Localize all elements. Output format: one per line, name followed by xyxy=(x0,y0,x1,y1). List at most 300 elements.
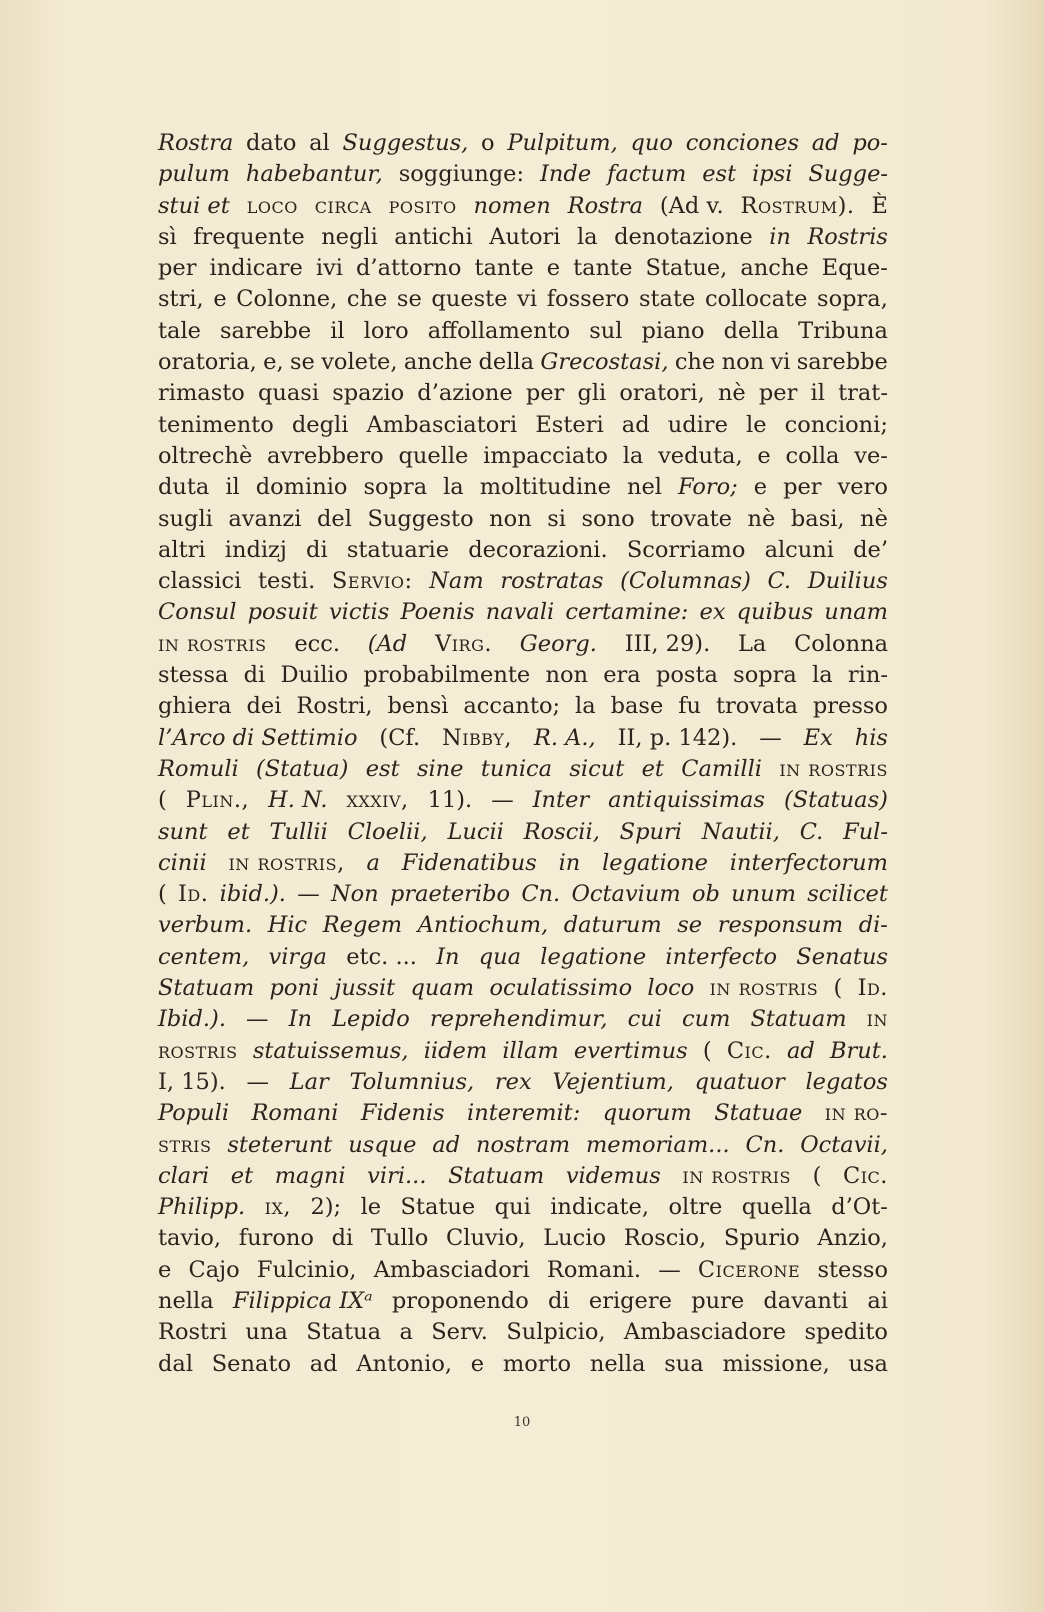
text-segment: Sulpicio, xyxy=(506,1319,606,1346)
text-segment: (Statua) xyxy=(256,755,349,782)
text-segment: Ex xyxy=(803,724,833,751)
text-segment: tenimento xyxy=(158,411,274,438)
text-segment: virga xyxy=(268,943,327,970)
text-segment: habebantur, xyxy=(245,161,383,188)
text-segment: reprehendimur, xyxy=(429,1006,608,1033)
text-segment: Scorriamo xyxy=(626,536,746,563)
text-segment: di xyxy=(306,536,328,563)
text-line xyxy=(158,1349,888,1380)
text-segment: unum xyxy=(731,881,796,908)
text-line xyxy=(158,629,888,660)
text-line xyxy=(158,1317,888,1348)
text-segment: (Cf. xyxy=(379,724,421,751)
text-segment: ghiera xyxy=(158,693,232,720)
text-segment: Cluvio, xyxy=(446,1225,526,1252)
text-segment: ( xyxy=(702,1037,712,1064)
text-segment: Rostri xyxy=(158,1319,228,1346)
text-segment: rimasto xyxy=(158,380,245,407)
text-segment: Id. xyxy=(178,881,209,908)
text-segment: ( xyxy=(158,881,167,908)
text-segment: duta xyxy=(158,474,210,501)
text-segment: I, 15). xyxy=(158,1068,226,1095)
text-segment: non xyxy=(721,349,765,376)
text-segment: in xyxy=(769,223,791,250)
text-segment: Ibid.). xyxy=(158,1006,226,1033)
text-line xyxy=(158,253,888,284)
text-segment: Ful- xyxy=(843,818,888,845)
text-segment: quatuor xyxy=(694,1068,785,1095)
text-segment: una xyxy=(245,1319,288,1346)
text-line xyxy=(158,410,888,441)
text-line xyxy=(158,441,888,472)
text-segment: d’Ot- xyxy=(831,1194,888,1221)
text-segment: Cicerone xyxy=(697,1256,801,1283)
text-line xyxy=(158,785,888,816)
text-segment: etc. ... xyxy=(346,943,417,970)
text-segment: accanto; xyxy=(463,693,561,720)
text-segment: Rostrum). xyxy=(740,192,855,219)
text-segment: daturum xyxy=(563,912,662,939)
text-segment: Suggestus, xyxy=(342,130,469,156)
text-segment: oratoria, xyxy=(158,349,257,376)
text-line xyxy=(158,1067,888,1098)
text-line xyxy=(158,347,888,378)
text-segment: l’Arco di Settimio xyxy=(158,724,358,751)
text-segment: Grecostasi, xyxy=(540,349,669,376)
text-segment: Duilius xyxy=(807,568,888,595)
text-line xyxy=(158,1036,888,1067)
text-segment: qui xyxy=(494,1194,531,1221)
page-number: 10 xyxy=(513,1415,531,1430)
text-segment: la xyxy=(443,474,464,501)
text-segment: ad xyxy=(621,411,650,438)
text-line xyxy=(158,535,888,566)
text-segment: Statue xyxy=(400,1194,476,1221)
text-segment: se xyxy=(396,286,422,313)
text-segment: anche xyxy=(740,255,809,282)
text-segment: Brut. xyxy=(829,1037,888,1064)
text-segment: interfecto xyxy=(665,943,778,970)
text-segment: rostratas xyxy=(500,568,604,595)
text-segment: Consul xyxy=(158,599,237,626)
text-segment: nostram xyxy=(475,1131,571,1158)
text-segment: il xyxy=(330,317,345,344)
text-segment: sarebbe xyxy=(796,349,888,376)
text-segment: La xyxy=(737,630,767,657)
text-segment: Nibby, xyxy=(442,724,512,751)
text-segment: le xyxy=(746,411,767,438)
text-segment: posuit xyxy=(247,599,318,626)
text-segment: quibus xyxy=(736,599,814,626)
text-segment: Rostris xyxy=(807,223,888,250)
text-segment: Tolumnius, xyxy=(349,1068,475,1095)
text-segment: sono xyxy=(581,505,635,532)
text-segment: in rostris xyxy=(158,630,267,657)
text-segment: Duilio xyxy=(280,662,349,689)
text-segment: udire xyxy=(667,411,728,438)
text-segment: (Ad xyxy=(367,630,408,657)
text-segment: di- xyxy=(858,912,888,939)
text-segment: stesso xyxy=(817,1256,888,1283)
text-segment: o xyxy=(481,130,495,156)
text-segment: Ambasciatori xyxy=(366,411,518,438)
text-segment: che xyxy=(674,349,716,376)
text-segment: fu xyxy=(678,693,702,720)
text-segment: era xyxy=(603,662,641,689)
text-segment: Romani. xyxy=(546,1256,641,1283)
text-segment: tante xyxy=(573,255,633,282)
text-segment: ( xyxy=(833,975,843,1002)
text-segment: In xyxy=(288,1006,312,1033)
text-segment: circa xyxy=(314,192,372,219)
text-line xyxy=(158,284,888,315)
text-segment: certamine: xyxy=(565,599,689,626)
text-segment: quella xyxy=(741,1194,812,1221)
text-segment: ob xyxy=(691,881,720,908)
text-segment: antiquissimas xyxy=(608,787,765,814)
text-segment: spedito xyxy=(804,1319,888,1346)
text-segment: spazio xyxy=(332,380,405,407)
text-segment: viri... xyxy=(367,1162,427,1189)
text-segment: oculatissimo xyxy=(489,975,633,1002)
text-segment: — xyxy=(759,724,782,751)
text-segment: in rostris xyxy=(682,1162,792,1189)
text-segment: oltrechè xyxy=(158,442,253,469)
text-segment: Romani xyxy=(251,1100,339,1127)
text-segment: Spurio xyxy=(723,1225,800,1252)
text-segment: nè xyxy=(717,380,746,407)
text-segment: queste xyxy=(431,286,508,313)
text-segment: e xyxy=(757,442,771,469)
text-line xyxy=(158,1223,888,1254)
text-segment: et xyxy=(641,755,664,782)
text-segment: a xyxy=(399,1319,413,1346)
text-segment: al xyxy=(309,130,330,156)
text-segment: le xyxy=(360,1194,382,1221)
text-segment: a xyxy=(366,849,380,876)
text-segment: (Ad v. xyxy=(659,192,724,219)
text-line xyxy=(158,159,888,190)
text-segment: quam xyxy=(410,975,475,1002)
text-segment: decorazioni. xyxy=(468,536,608,563)
text-segment: Statua xyxy=(306,1319,382,1346)
text-segment: Tullii xyxy=(269,818,328,845)
text-segment: loro xyxy=(363,317,409,344)
text-segment: frequente xyxy=(193,223,305,250)
text-segment: sarebbe xyxy=(220,317,312,344)
text-segment: Fulcinio, xyxy=(256,1256,357,1283)
text-segment: (Statuas) xyxy=(783,787,888,814)
text-segment: illam xyxy=(502,1037,559,1064)
text-segment: scilicet xyxy=(807,881,888,908)
text-segment: Antonio, xyxy=(356,1350,453,1377)
text-segment: Autori xyxy=(489,223,561,250)
text-segment: e xyxy=(546,255,561,282)
text-segment: si xyxy=(547,505,566,532)
text-segment: gli xyxy=(577,380,607,407)
text-line xyxy=(158,754,888,785)
text-segment: navali xyxy=(485,599,555,626)
text-segment: state xyxy=(638,286,696,313)
text-segment: Ambasciadore xyxy=(623,1319,787,1346)
text-line xyxy=(158,910,888,941)
text-segment: jussit xyxy=(334,975,396,1002)
text-segment: ix, xyxy=(264,1194,291,1221)
text-segment: vero xyxy=(837,474,888,501)
text-segment: fossero xyxy=(546,286,630,313)
text-segment: Non xyxy=(330,881,379,908)
text-segment: — xyxy=(491,787,514,814)
text-segment: Vejentium, xyxy=(552,1068,674,1095)
text-segment: III, 29). xyxy=(624,630,711,657)
text-segment: Tribuna xyxy=(798,317,888,344)
text-segment: Statuam xyxy=(158,975,255,1002)
text-line xyxy=(158,1192,888,1223)
text-segment: per xyxy=(158,255,197,282)
text-segment: e, xyxy=(263,349,284,376)
text-segment: Octavii, xyxy=(800,1131,888,1158)
text-segment: impacciato xyxy=(483,442,608,469)
text-line xyxy=(158,222,888,253)
text-segment: Senato xyxy=(211,1350,291,1377)
text-line xyxy=(158,1130,888,1161)
text-segment: sì xyxy=(158,223,177,250)
text-segment: Inter xyxy=(532,787,590,814)
text-segment: ex xyxy=(699,599,726,626)
text-segment: quelle xyxy=(398,442,469,469)
text-segment: cui xyxy=(627,1006,662,1033)
text-segment: de’ xyxy=(853,536,888,563)
text-segment: rex xyxy=(494,1068,532,1095)
text-segment: pure xyxy=(691,1287,745,1314)
text-line xyxy=(158,378,888,409)
text-segment: alcuni xyxy=(764,536,834,563)
text-segment: Statuam xyxy=(750,1006,847,1033)
text-segment: bensì xyxy=(387,693,449,720)
text-segment: et xyxy=(230,1162,254,1189)
text-segment: sopra, xyxy=(817,286,888,313)
text-segment: dei xyxy=(246,693,282,720)
text-segment: negli xyxy=(321,223,378,250)
text-segment: e xyxy=(158,1256,172,1283)
text-segment: indicare xyxy=(209,255,303,282)
text-segment: videmus xyxy=(565,1162,661,1189)
text-segment: Esteri xyxy=(535,411,604,438)
text-segment: Servio: xyxy=(331,568,413,595)
text-segment: Fidenis xyxy=(360,1100,445,1127)
text-segment: legatione xyxy=(602,849,708,876)
text-segment: Cloelii, xyxy=(347,818,428,845)
text-segment: nomen xyxy=(473,192,551,219)
text-segment: presso xyxy=(812,693,888,720)
text-segment: C. xyxy=(767,568,792,595)
text-segment: in rostris, xyxy=(228,849,345,876)
text-segment: ad xyxy=(786,1037,815,1064)
text-segment: Lucio xyxy=(543,1225,607,1252)
text-segment: Georg. xyxy=(519,630,597,657)
text-segment: Rostri, xyxy=(296,693,373,720)
text-segment: Roscio, xyxy=(623,1225,707,1252)
text-segment: in rostris xyxy=(779,755,888,782)
text-segment: Antiochum, xyxy=(417,912,549,939)
text-segment: nella xyxy=(589,1350,646,1377)
text-segment: po- xyxy=(852,130,888,156)
text-segment: quo xyxy=(630,130,673,156)
text-segment: piano xyxy=(641,317,705,344)
text-segment: II, p. 142). xyxy=(617,724,738,751)
text-segment: Tullo xyxy=(370,1225,429,1252)
text-segment: Cn. xyxy=(745,1131,785,1158)
text-line xyxy=(158,879,888,910)
text-segment: volete, xyxy=(321,349,398,376)
body-text xyxy=(158,128,888,1380)
text-segment: non xyxy=(545,662,588,689)
text-segment: qua xyxy=(478,943,522,970)
text-segment: Nam xyxy=(429,568,484,595)
text-segment: in rostris xyxy=(709,975,819,1002)
text-segment: Colonna xyxy=(794,630,888,657)
text-segment: interemit: xyxy=(467,1100,581,1127)
text-segment: veduta, xyxy=(658,442,743,469)
text-segment: Id. xyxy=(857,975,888,1002)
text-segment: verbum. xyxy=(158,912,253,939)
text-segment: Camilli xyxy=(681,755,762,782)
text-segment: avrebbero xyxy=(267,442,384,469)
text-segment: Eque- xyxy=(821,255,888,282)
text-segment: missione, xyxy=(722,1350,830,1377)
text-segment: rostris xyxy=(158,1037,238,1064)
text-segment: della xyxy=(478,349,535,376)
text-segment: ibid.). xyxy=(219,881,286,908)
text-segment: in ro- xyxy=(824,1100,888,1127)
text-segment: Nautii, xyxy=(701,818,780,845)
text-segment: moltitudine xyxy=(479,474,611,501)
text-segment: vi xyxy=(517,286,538,313)
text-segment: sugli xyxy=(158,505,213,532)
text-segment: se xyxy=(289,349,315,376)
text-segment: davanti xyxy=(763,1287,849,1314)
text-segment: tunica xyxy=(480,755,553,782)
text-line xyxy=(158,973,888,1004)
text-segment: sine xyxy=(416,755,464,782)
text-segment: memoriam... xyxy=(585,1131,730,1158)
text-line xyxy=(158,504,888,535)
text-segment: la xyxy=(812,662,833,689)
text-line xyxy=(158,723,888,754)
text-segment: Regem xyxy=(322,912,403,939)
text-segment: unam xyxy=(824,599,888,626)
text-segment: Roscii, xyxy=(523,818,600,845)
text-segment: e xyxy=(213,286,227,313)
text-segment: di xyxy=(331,1225,354,1252)
text-segment: Cic. xyxy=(726,1037,772,1064)
text-line xyxy=(158,1098,888,1129)
text-segment: dato xyxy=(245,130,297,156)
text-segment: Virg. xyxy=(434,630,493,657)
text-segment: Serv. xyxy=(431,1319,488,1346)
text-segment: Statue, xyxy=(645,255,728,282)
text-segment: il xyxy=(225,474,240,501)
text-segment: Statuae xyxy=(714,1100,803,1127)
text-segment: oratori, xyxy=(619,380,705,407)
text-segment: centem, xyxy=(158,943,250,970)
text-segment: furono xyxy=(238,1225,314,1252)
text-segment: in xyxy=(866,1006,888,1033)
text-segment: legatos xyxy=(805,1068,888,1095)
text-segment: interfectorum xyxy=(729,849,888,876)
text-segment: Anzio, xyxy=(817,1225,888,1252)
text-segment: morto xyxy=(502,1350,572,1377)
text-segment: antichi xyxy=(394,223,473,250)
text-segment: usa xyxy=(848,1350,888,1377)
text-segment: nel xyxy=(626,474,662,501)
text-segment: Octavium xyxy=(571,881,681,908)
text-segment: affollamento xyxy=(427,317,571,344)
text-segment: d’attorno xyxy=(356,255,462,282)
text-segment: indizj xyxy=(224,536,287,563)
text-segment: dominio xyxy=(255,474,348,501)
text-line xyxy=(158,1286,888,1317)
text-line xyxy=(158,191,888,222)
text-segment: anche xyxy=(403,349,473,376)
text-segment: e xyxy=(470,1350,485,1377)
text-segment: Romuli xyxy=(158,755,239,782)
text-line xyxy=(158,128,888,159)
text-segment: Rostra xyxy=(567,192,643,219)
text-segment: statuarie xyxy=(346,536,450,563)
text-line xyxy=(158,472,888,503)
text-segment: Cic. xyxy=(843,1162,888,1189)
text-segment: Pulpitum, xyxy=(507,130,618,156)
text-segment: legatione xyxy=(540,943,647,970)
text-segment: base xyxy=(610,693,664,720)
text-segment: Cajo xyxy=(188,1256,240,1283)
text-segment: 2); xyxy=(310,1194,342,1221)
text-segment: sopra xyxy=(363,474,428,501)
text-segment: sicut xyxy=(569,755,625,782)
text-line xyxy=(158,316,888,347)
text-line xyxy=(158,942,888,973)
text-segment: R. A., xyxy=(533,724,596,751)
text-segment: H. N. xyxy=(268,787,328,814)
text-segment: di xyxy=(548,1287,570,1314)
text-segment: quasi xyxy=(257,380,320,407)
text-segment: ecc. xyxy=(294,630,341,657)
text-segment: sul xyxy=(589,317,623,344)
text-segment: rin- xyxy=(847,662,888,689)
text-segment: la xyxy=(622,442,644,469)
text-segment: cum xyxy=(681,1006,731,1033)
text-segment: collocate xyxy=(704,286,808,313)
text-segment: conciones xyxy=(685,130,800,156)
text-segment: factum xyxy=(607,161,687,188)
text-segment: trat- xyxy=(838,380,888,407)
text-segment: trovata xyxy=(715,693,798,720)
text-segment: Lar xyxy=(289,1068,329,1095)
text-segment: e xyxy=(753,474,768,501)
text-segment: il xyxy=(810,380,825,407)
text-segment: ( xyxy=(812,1162,822,1189)
text-segment: Sugge- xyxy=(808,161,888,188)
text-segment: soggiunge: xyxy=(398,161,525,188)
text-segment: In xyxy=(436,943,460,970)
text-segment: ad xyxy=(811,130,840,156)
text-segment: d’azione xyxy=(417,380,513,407)
text-segment: trovate xyxy=(650,505,732,532)
text-segment: ivi xyxy=(315,255,343,282)
text-line xyxy=(158,1255,888,1286)
text-segment: ( xyxy=(158,787,167,814)
